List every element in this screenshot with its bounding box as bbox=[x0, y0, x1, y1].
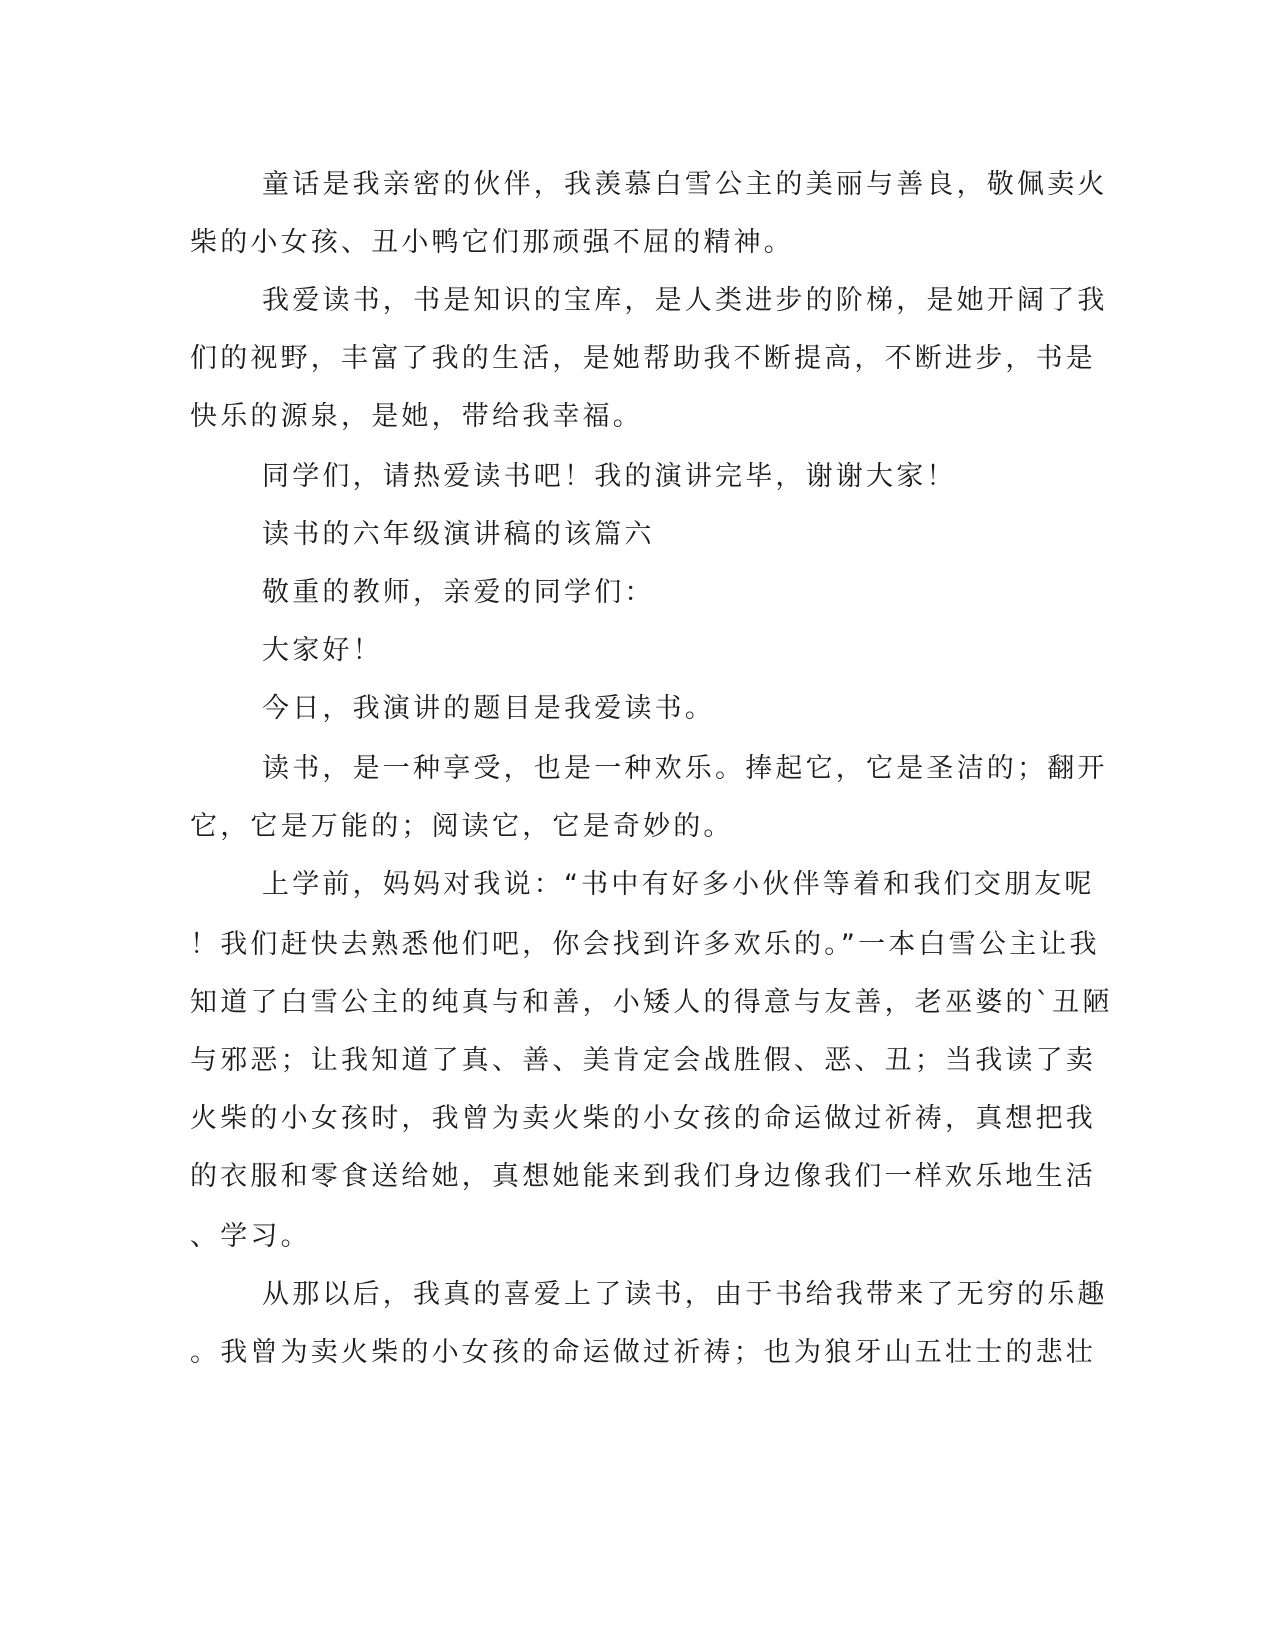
text-line: 火柴的小女孩时，我曾为卖火柴的小女孩的命运做过祈祷，真想把我 bbox=[190, 1103, 1096, 1134]
text-line: 读书，是一种享受，也是一种欢乐。捧起它，它是圣洁的；翻开 bbox=[262, 753, 1108, 784]
text-line: 们的视野，丰富了我的生活，是她帮助我不断提高，不断进步，书是 bbox=[190, 343, 1096, 374]
text-line: 今日，我演讲的题目是我爱读书。 bbox=[262, 693, 715, 724]
text-line: 知道了白雪公主的纯真与和善，小矮人的得意与友善，老巫婆的`丑陋 bbox=[190, 987, 1113, 1018]
text-line: 与邪恶；让我知道了真、善、美肯定会战胜假、恶、丑；当我读了卖 bbox=[190, 1045, 1096, 1076]
text-line: 大家好！ bbox=[262, 635, 383, 666]
text-line: 同学们，请热爱读书吧！我的演讲完毕，谢谢大家！ bbox=[262, 461, 957, 492]
text-line: 童话是我亲密的伙伴，我羡慕白雪公主的美丽与善良，敬佩卖火 bbox=[262, 169, 1108, 200]
text-line: 它，它是万能的；阅读它，它是奇妙的。 bbox=[190, 811, 734, 842]
text-line: ！我们赶快去熟悉他们吧，你会找到许多欢乐的。”一本白雪公主让我 bbox=[190, 929, 1100, 960]
text-line: 从那以后，我真的喜爱上了读书，由于书给我带来了无穷的乐趣 bbox=[262, 1279, 1108, 1310]
text-line: 敬重的教师，亲爱的同学们： bbox=[262, 577, 655, 608]
text-line: 。我曾为卖火柴的小女孩的命运做过祈祷；也为狼牙山五壮士的悲壮 bbox=[190, 1337, 1096, 1368]
text-line: 柴的小女孩、丑小鸭它们那顽强不屈的精神。 bbox=[190, 227, 794, 258]
text-line: 快乐的源泉，是她，带给我幸福。 bbox=[190, 401, 643, 432]
text-line: 的衣服和零食送给她，真想她能来到我们身边像我们一样欢乐地生活 bbox=[190, 1161, 1096, 1192]
text-line: 、学习。 bbox=[190, 1221, 311, 1252]
text-line: 上学前，妈妈对我说：“书中有好多小伙伴等着和我们交朋友呢 bbox=[262, 869, 1095, 900]
section-heading: 读书的六年级演讲稿的该篇六 bbox=[262, 519, 655, 550]
text-line: 我爱读书，书是知识的宝库，是人类进步的阶梯，是她开阔了我 bbox=[262, 285, 1108, 316]
